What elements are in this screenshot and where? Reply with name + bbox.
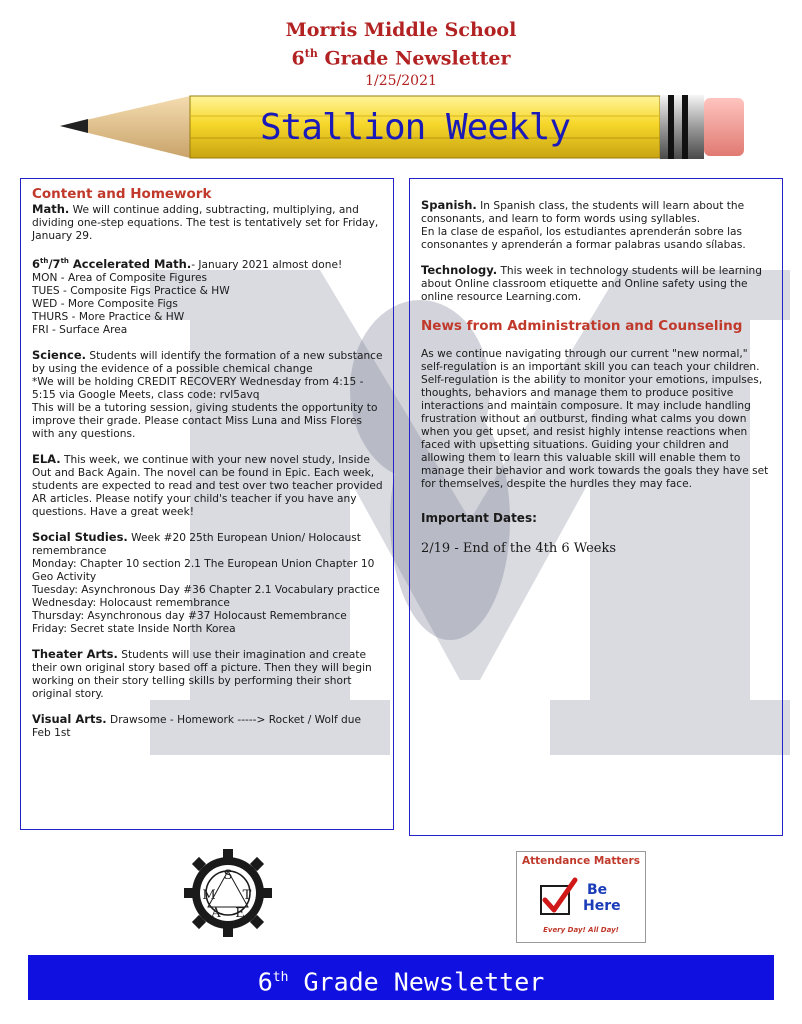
social-line: Wednesday: Holocaust remembrance bbox=[32, 596, 230, 609]
technology-label: Technology. bbox=[421, 263, 498, 277]
social-line: Tuesday: Asynchronous Day #36 Chapter 2.1 Vocabulary practice bbox=[32, 583, 380, 596]
content-homework-column bbox=[20, 178, 394, 830]
grade-title bbox=[0, 42, 802, 70]
attendance-here: Here bbox=[583, 898, 621, 914]
school-name: Morris Middle School bbox=[285, 19, 517, 41]
accel-sup2: th bbox=[60, 257, 69, 265]
accel-rest: Accelerated Math. bbox=[68, 256, 192, 271]
stem-letter-t: T bbox=[242, 888, 252, 903]
footer-banner bbox=[28, 955, 774, 1000]
visual-arts-paragraph bbox=[32, 713, 383, 740]
stem-gear-logo bbox=[176, 845, 280, 941]
footer-suffix: th bbox=[272, 970, 289, 985]
social-intro: Week #20 25th European Union/ Holocaust remembrance bbox=[32, 531, 361, 557]
social-line: Monday: Chapter 10 section 2.1 The European Union Chapter 10 Geo Activity bbox=[32, 557, 375, 583]
spanish-label: Spanish. bbox=[421, 198, 477, 212]
math-label: Math. bbox=[32, 202, 70, 216]
stem-letter-e: E bbox=[235, 906, 245, 921]
social-line: Friday: Secret state Inside North Korea bbox=[32, 622, 236, 635]
theater-label: Theater Arts. bbox=[32, 646, 118, 661]
footer-text: Grade Newsletter bbox=[288, 967, 545, 997]
issue-date: 1/25/2021 bbox=[365, 73, 437, 90]
math-paragraph bbox=[32, 203, 383, 243]
science-text: Students will identify the formation of a new substance by using the evidence of a possible chemical change bbox=[32, 349, 383, 375]
science-label: Science. bbox=[32, 347, 87, 362]
admin-counseling-title: News from Administration and Counseling bbox=[421, 318, 743, 334]
technology-text: This week in technology students will be learning about Online classroom etiquette and Online safety using the online resource Learning.com. bbox=[421, 265, 762, 303]
attendance-matters-logo bbox=[516, 851, 646, 943]
attendance-tagline: Every Day! All Day! bbox=[543, 926, 619, 934]
stem-letter-a: A bbox=[211, 906, 221, 921]
accel-label bbox=[32, 257, 191, 271]
theater-text: Students will use their imagination and create their own original story based off a picture. Then they will begin working on their story telling skills by performing their short original story. bbox=[32, 648, 372, 700]
checkbox-check-icon bbox=[539, 876, 579, 920]
spanish-text-es: En la clase de español, los estudiantes aprenderán sobre las consonantes y aprenderán a formar palabras usando sílabas. bbox=[421, 226, 746, 251]
spanish-paragraph bbox=[421, 199, 772, 252]
theater-paragraph bbox=[32, 648, 383, 701]
footer-number: 6 bbox=[257, 967, 273, 997]
science-credit-recovery: *We will be holding CREDIT RECOVERY Wednesday from 4:15 - 5:15 via Google Meets, class code: rvl5avq bbox=[32, 375, 364, 401]
ela-label: ELA. bbox=[32, 451, 61, 466]
accel-line: FRI - Surface Area bbox=[32, 323, 128, 336]
visual-text: Drawsome - Homework -----> Rocket / Wolf due Feb 1st bbox=[32, 713, 362, 739]
grade-number: 6 bbox=[291, 47, 305, 70]
important-date-item: 2/19 - End of the 4th 6 Weeks bbox=[421, 541, 616, 556]
attendance-title: Attendance Matters bbox=[522, 855, 640, 867]
accel-sup1: th bbox=[40, 257, 49, 265]
banner-title: Stallion Weekly bbox=[259, 107, 571, 148]
accel-line: THURS - More Practice & HW bbox=[32, 310, 185, 323]
news-column bbox=[409, 178, 783, 836]
accel-line: MON - Area of Composite Figures bbox=[32, 271, 208, 284]
important-dates-title: Important Dates: bbox=[421, 511, 537, 525]
stem-letter-m: M bbox=[202, 888, 216, 903]
grade-suffix: th bbox=[304, 47, 318, 60]
social-studies-paragraph bbox=[32, 531, 383, 636]
science-tutoring: This will be a tutoring session, giving students the opportunity to improve their grade. Please contact Miss Luna and Miss Flores with any questions. bbox=[32, 401, 378, 440]
spanish-text: In Spanish class, the students will learn about the consonants, and learn to form words using syllables. bbox=[421, 200, 745, 225]
visual-label: Visual Arts. bbox=[32, 711, 107, 726]
math-text: We will continue adding, subtracting, multiplying, and dividing one-step equations. The test is tentatively set for Friday, January 29. bbox=[32, 204, 379, 242]
accelerated-math-paragraph bbox=[32, 255, 383, 337]
accel-line: TUES - Composite Figs Practice & HW bbox=[32, 284, 230, 297]
accel-mid: /7 bbox=[48, 256, 61, 271]
accel-line: WED - More Composite Figs bbox=[32, 297, 178, 310]
science-paragraph bbox=[32, 349, 383, 441]
newsletter-header bbox=[0, 18, 802, 90]
social-line: Thursday: Asynchronous day #37 Holocaust Remembrance bbox=[32, 609, 347, 622]
accel-intro: - January 2021 almost done! bbox=[191, 258, 343, 271]
accel-num: 6 bbox=[32, 256, 41, 271]
stem-letter-s: S bbox=[223, 868, 233, 883]
grade-rest: Grade Newsletter bbox=[317, 47, 511, 70]
attendance-be-here bbox=[583, 882, 621, 914]
technology-paragraph bbox=[421, 264, 772, 304]
ela-text: This week, we continue with your new novel study, Inside Out and Back Again. The novel can be found in Epic. Each week, students are expected to read and test over two teacher provided AR articles. Please notify your child's teacher if you have any questions. Have a great week! bbox=[32, 453, 383, 518]
ela-paragraph bbox=[32, 453, 383, 519]
attendance-be: Be bbox=[587, 882, 608, 898]
social-label: Social Studies. bbox=[32, 529, 128, 544]
content-homework-title: Content and Homework bbox=[32, 186, 212, 202]
admin-counseling-text: As we continue navigating through our current "new normal," self-regulation is an important skill you can teach your children. Self-regulation is the ability to monitor your emotions, impulses, thoughts, behaviors and manage them to produce positive interactions and maintain composure. It may include handling frustration without an outburst, finding what calms you down when you get upset, and resist highly intense reactions when faced with upsetting situations. Guiding your children and allowing them to learn this valuable skill will enable them to manage their behavior and work towards the goals they have set for themselves, despite the hurdles they may face. bbox=[421, 348, 769, 490]
